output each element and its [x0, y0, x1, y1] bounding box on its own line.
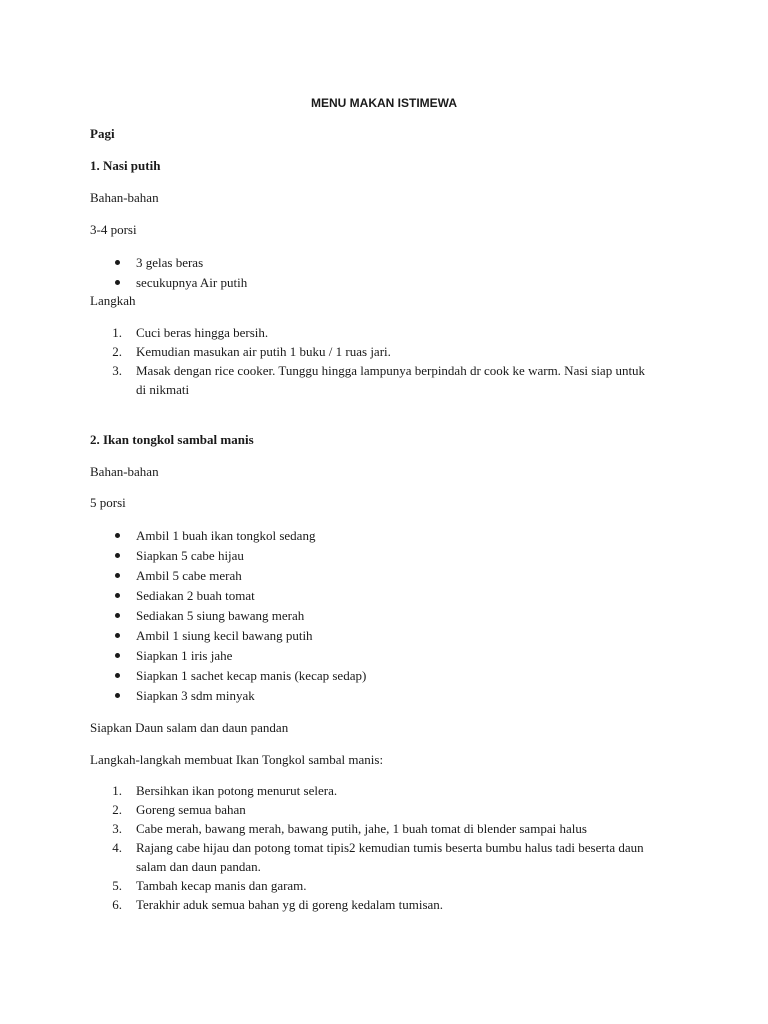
list-item: Cuci beras hingga bersih.	[136, 325, 269, 340]
step-number: 2.	[112, 802, 122, 817]
bullet-icon	[115, 633, 120, 638]
list-item: Cabe merah, bawang merah, bawang putih, jahe, 1 buah tomat di blender sampai halus	[136, 821, 587, 836]
portion-text: 3-4 porsi	[90, 222, 137, 237]
list-item: Masak dengan rice cooker. Tunggu hingga lampunya berpindah dr cook ke warm. Nasi siap untuk	[136, 363, 646, 378]
step-number: 3.	[112, 363, 122, 378]
ingredients-label: Bahan-bahan	[90, 190, 159, 205]
list-item: Siapkan 1 sachet kecap manis (kecap sedap)	[136, 668, 367, 683]
bullet-icon	[115, 653, 120, 658]
bullet-icon	[115, 593, 120, 598]
recipe-heading-nasi-putih: 1. Nasi putih	[90, 158, 161, 173]
list-item: Bersihkan ikan potong menurut selera.	[136, 783, 338, 798]
page-title: MENU MAKAN ISTIMEWA	[311, 96, 457, 110]
step-number: 3.	[112, 821, 122, 836]
recipe-heading-ikan-tongkol: 2. Ikan tongkol sambal manis	[90, 432, 254, 447]
list-item: Sediakan 2 buah tomat	[136, 588, 255, 603]
steps-label: Langkah-langkah membuat Ikan Tongkol sambal manis:	[90, 752, 384, 767]
list-item: Siapkan 3 sdm minyak	[136, 688, 255, 703]
list-item: Kemudian masukan air putih 1 buku / 1 ruas jari.	[136, 344, 391, 359]
step-number: 4.	[112, 840, 122, 855]
list-item: Siapkan 5 cabe hijau	[136, 548, 244, 563]
bullet-icon	[115, 533, 120, 538]
extra-ingredient-note: Siapkan Daun salam dan daun pandan	[90, 720, 289, 735]
bullet-icon	[115, 673, 120, 678]
list-item: Tambah kecap manis dan garam.	[136, 878, 307, 893]
list-item: Sediakan 5 siung bawang merah	[136, 608, 305, 623]
bullet-icon	[115, 260, 120, 265]
ingredients-label: Bahan-bahan	[90, 464, 159, 479]
bullet-icon	[115, 280, 120, 285]
list-item: secukupnya Air putih	[136, 275, 248, 290]
section-heading-pagi: Pagi	[90, 126, 115, 141]
step-number: 5.	[112, 878, 122, 893]
bullet-icon	[115, 573, 120, 578]
list-item: Rajang cabe hijau dan potong tomat tipis2 kemudian tumis beserta bumbu halus tadi beserta daun	[136, 840, 644, 855]
step-number: 1.	[112, 325, 122, 340]
list-item-continuation: salam dan daun pandan.	[136, 859, 261, 874]
list-item: Goreng semua bahan	[136, 802, 246, 817]
list-item: 3 gelas beras	[136, 255, 204, 270]
steps-label: Langkah	[90, 293, 136, 308]
bullet-icon	[115, 693, 120, 698]
bullet-icon	[115, 553, 120, 558]
list-item: Ambil 5 cabe merah	[136, 568, 242, 583]
list-item: Siapkan 1 iris jahe	[136, 648, 233, 663]
list-item: Terakhir aduk semua bahan yg di goreng kedalam tumisan.	[136, 897, 444, 912]
portion-text: 5 porsi	[90, 495, 126, 510]
list-item: Ambil 1 siung kecil bawang putih	[136, 628, 313, 643]
list-item-continuation: di nikmati	[136, 382, 190, 397]
step-number: 2.	[112, 344, 122, 359]
step-number: 6.	[112, 897, 122, 912]
bullet-icon	[115, 613, 120, 618]
list-item: Ambil 1 buah ikan tongkol sedang	[136, 528, 316, 543]
step-number: 1.	[112, 783, 122, 798]
